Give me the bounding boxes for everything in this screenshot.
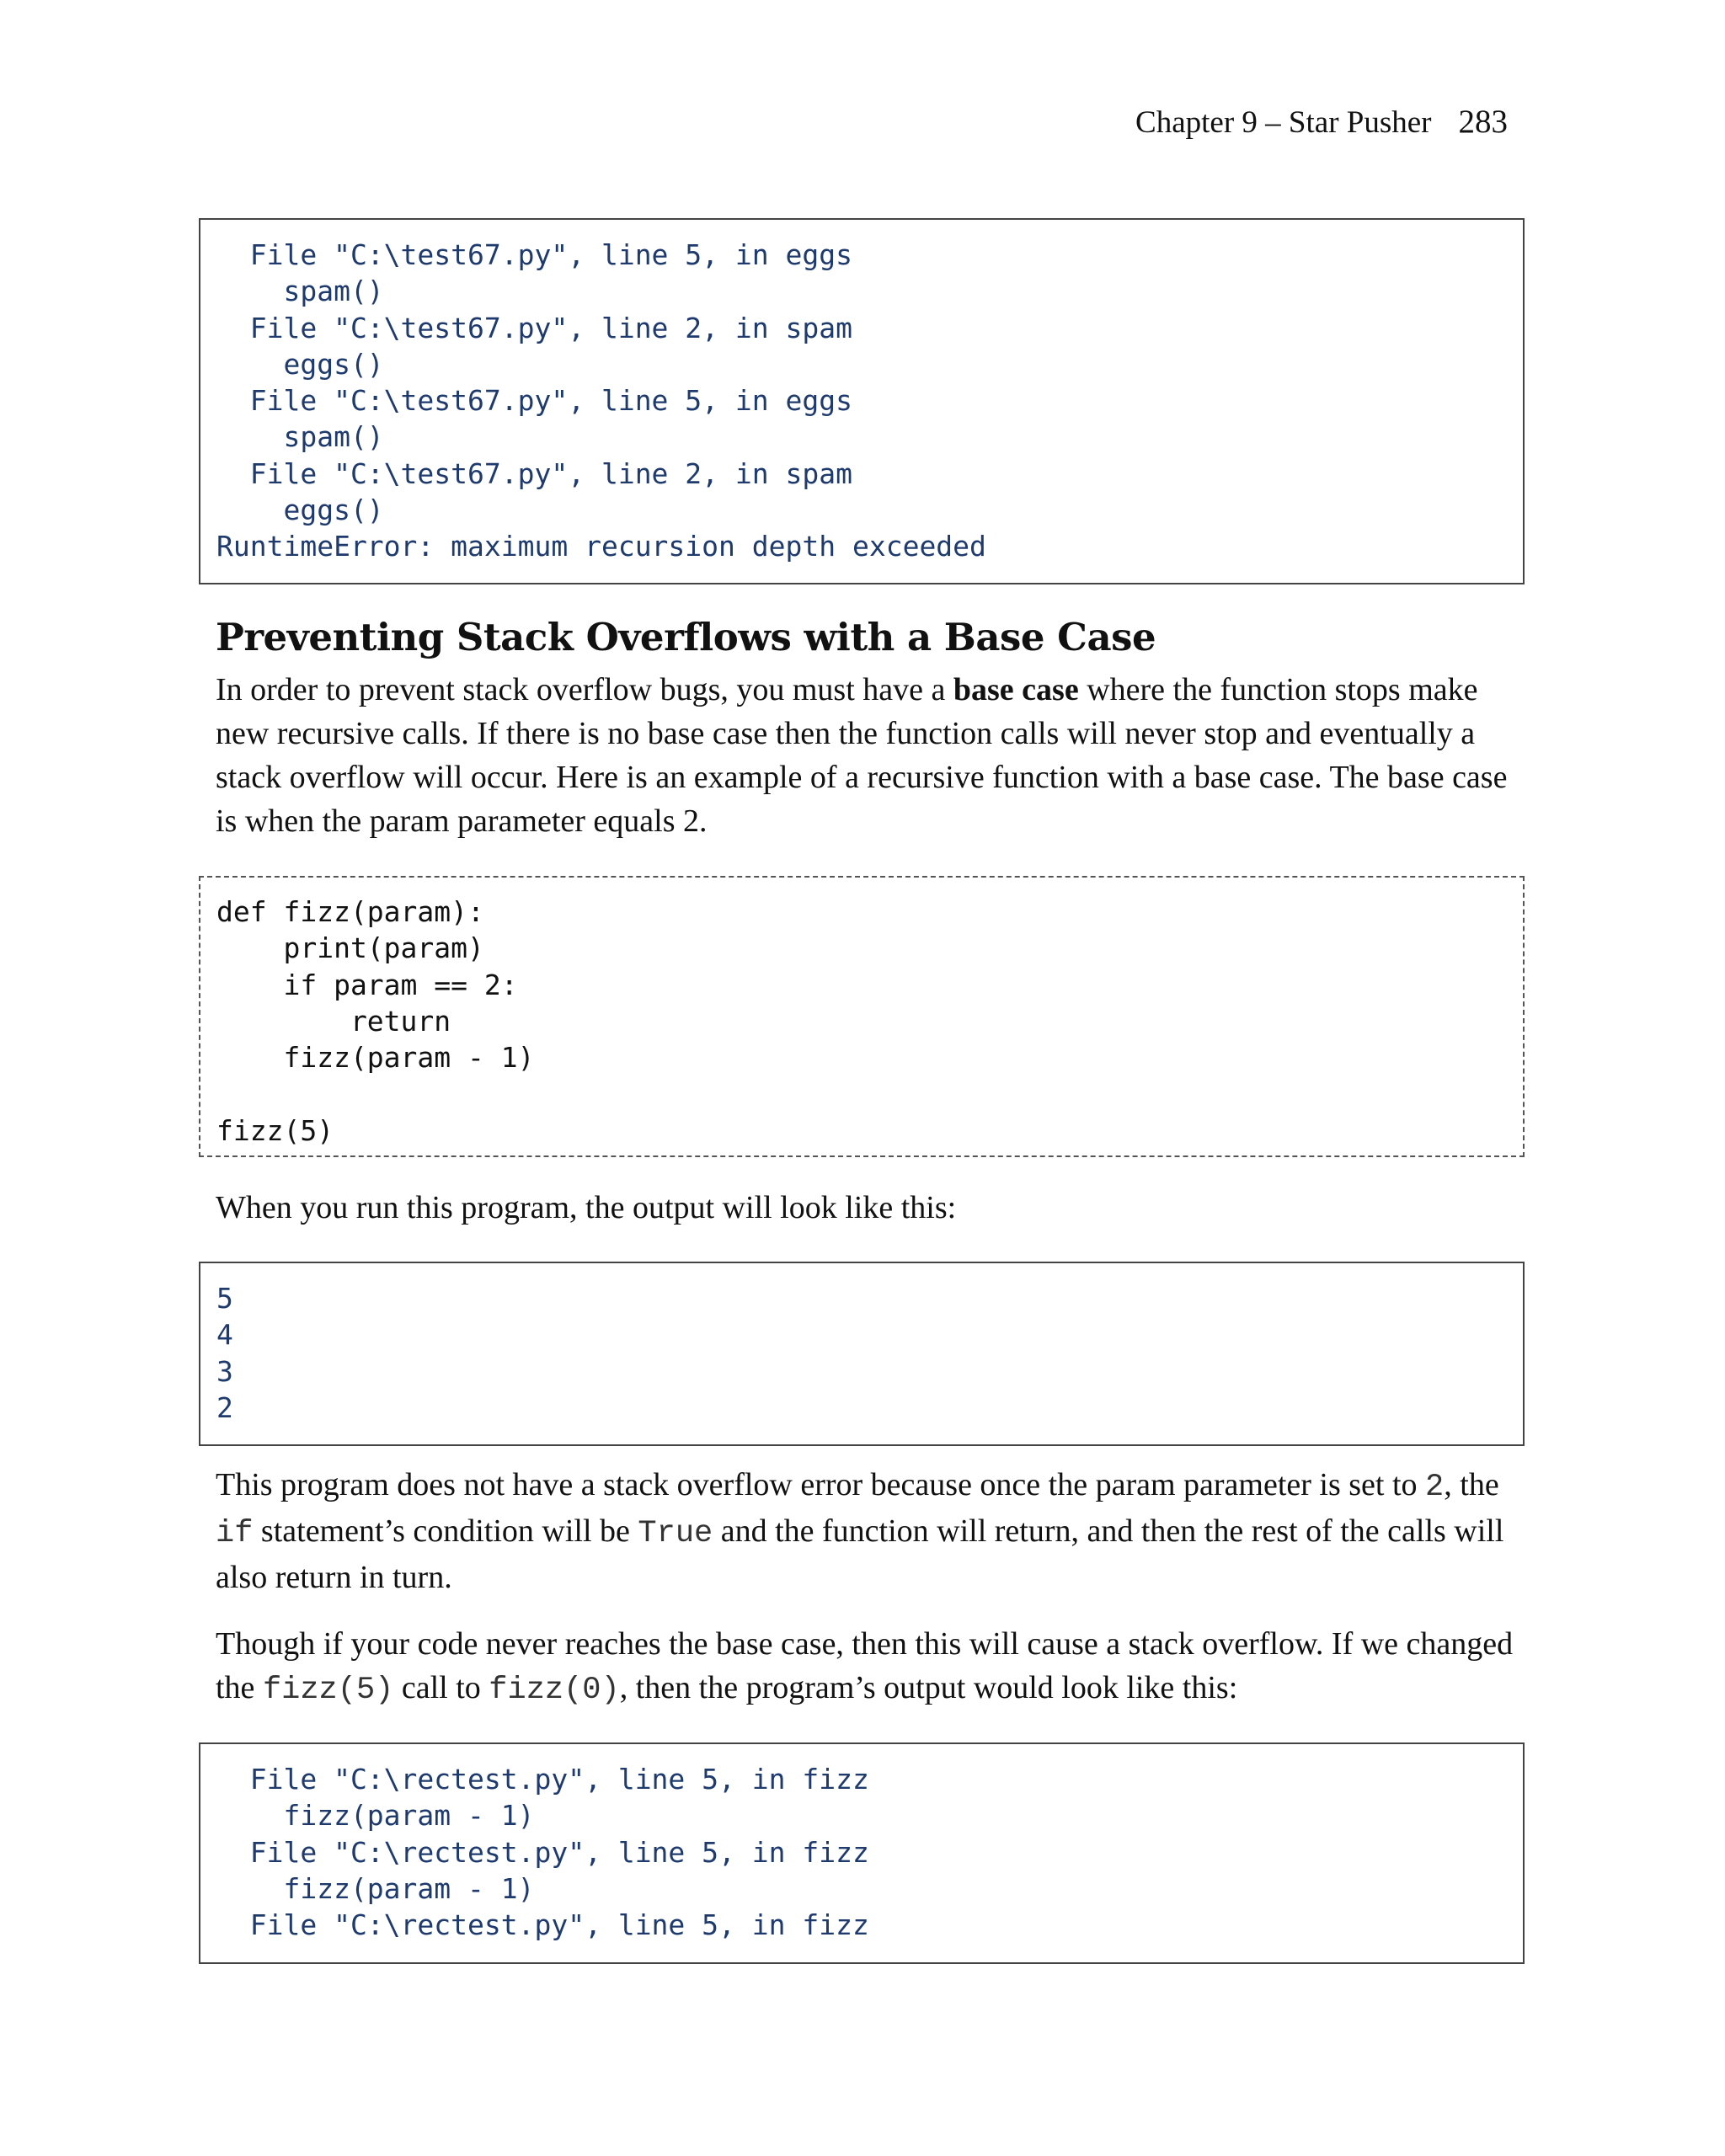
paragraph-overflow-case-text-1: Though if your code never reaches the base case, then this will cause a stack overflow. If we changed the xyxy=(216,1626,1514,1705)
page-header xyxy=(1135,103,1508,141)
paragraph-base-case-text-1: In order to prevent stack overflow bugs, you must have a xyxy=(216,672,953,707)
code-listing: def fizz(param): print(param) if param == 2: return fizz(param - 1) fizz(5) xyxy=(216,895,535,1147)
inline-code-fizz5: fizz(5) xyxy=(262,1673,394,1708)
section-heading: Preventing Stack Overflows with a Base Case xyxy=(216,615,1156,659)
inline-code-fizz0: fizz(0) xyxy=(489,1673,620,1708)
paragraph-base-case-text-2: where the function stops make new recursive calls. If there is no base case then the function calls will never stop and eventually a stack overflow will occur. Here is an example of a recursive function with a base case. The base case is when the param parameter equals 2. xyxy=(216,672,1508,839)
paragraph-no-overflow-text-2: , the xyxy=(1444,1467,1499,1502)
page-number: 283 xyxy=(1458,104,1508,140)
paragraph-overflow-case-text-2: call to xyxy=(393,1670,489,1705)
paragraph-overflow-case xyxy=(216,1622,1530,1712)
inline-code-true: True xyxy=(638,1516,713,1551)
paragraph-overflow-case-text-3: , then the program’s output would look like this: xyxy=(619,1670,1238,1705)
paragraph-no-overflow-text-1: This program does not have a stack overflow error because once the param parameter is set to xyxy=(216,1467,1426,1502)
inline-code-2: 2 xyxy=(1425,1470,1445,1505)
base-case-term: base case xyxy=(953,672,1079,707)
paragraph-no-overflow-text-3: statement’s condition will be xyxy=(253,1513,638,1549)
traceback-output-box-2 xyxy=(199,1742,1525,1964)
traceback-output-box-1 xyxy=(199,218,1525,584)
traceback-output-2: File "C:\rectest.py", line 5, in fizz fizz(param - 1) File "C:\rectest.py", line 5, in fizz fizz(param - 1) File "C:\rectest.py", line 5, in fizz xyxy=(249,1763,869,1942)
program-output-box xyxy=(199,1262,1525,1446)
paragraph-base-case xyxy=(216,668,1530,843)
paragraph-output-intro: When you run this program, the output will look like this: xyxy=(216,1190,957,1225)
traceback-output-1: File "C:\test67.py", line 5, in eggs spam() File "C:\test67.py", line 2, in spam eggs() File "C:\test67.py", line 5, in eggs spam() File "C:\test67.py", line 2, in spam eggs() RuntimeError: maximum recursion depth exceeded xyxy=(216,238,986,563)
chapter-title: Chapter 9 – Star Pusher xyxy=(1135,105,1432,140)
program-output: 5 4 3 2 xyxy=(216,1282,233,1424)
code-listing-box xyxy=(199,876,1525,1157)
paragraph-no-overflow xyxy=(216,1463,1530,1599)
inline-code-if: if xyxy=(216,1516,254,1551)
paragraph-no-overflow-text-4: and the function will return, and then the rest of the calls will also return in turn. xyxy=(216,1513,1504,1595)
